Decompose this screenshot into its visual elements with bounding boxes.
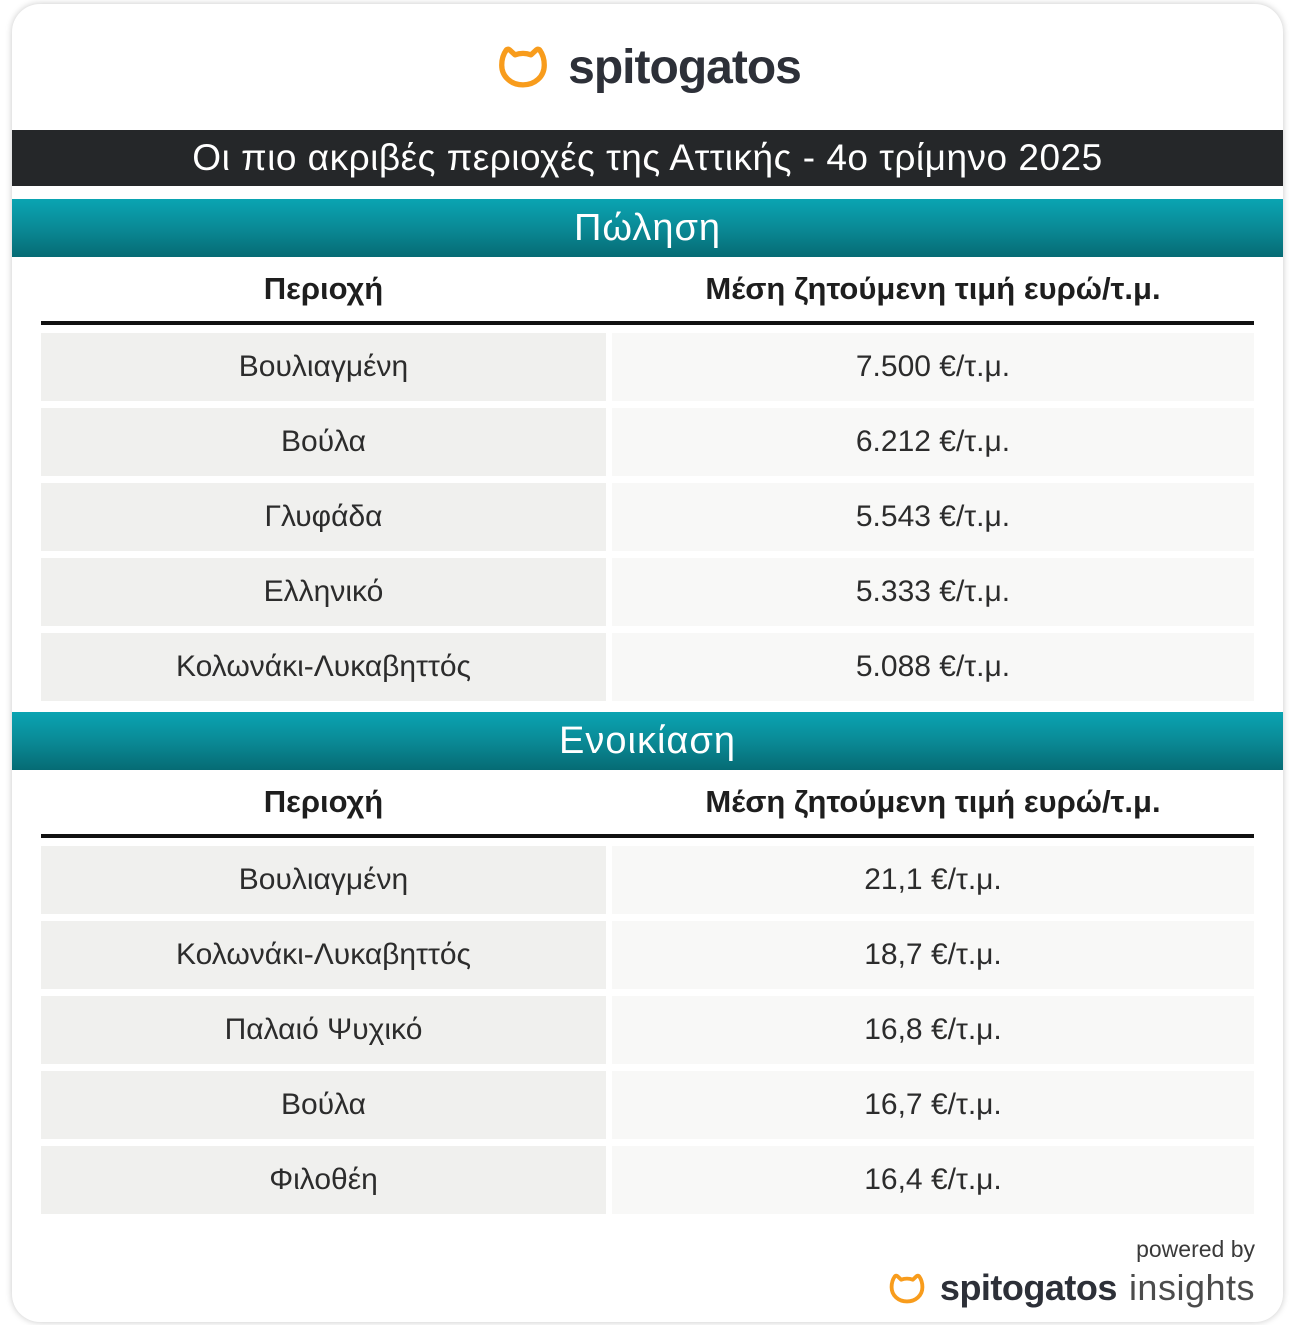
title-bar (12, 130, 1283, 186)
area-cell: Βουλιαγμένη (41, 333, 606, 401)
footer-brand-wordmark: spitogatos (939, 1267, 1117, 1308)
price-cell: 16,8 €/τ.μ. (612, 996, 1254, 1064)
column-header-area: Περιοχή (263, 271, 384, 306)
table-header-sale (12, 257, 1283, 321)
table-row (12, 633, 1283, 701)
price-cell: 16,4 €/τ.μ. (612, 1146, 1254, 1214)
spitogatos-cat-icon (494, 43, 552, 91)
area-cell: Φιλοθέη (41, 1146, 606, 1214)
footer-brand-row (12, 1267, 1255, 1309)
table-row (12, 921, 1283, 989)
section-bar-rent (12, 712, 1283, 770)
area-cell: Βουλιαγμένη (41, 846, 606, 914)
area-cell: Κολωνάκι-Λυκαβηττός (41, 921, 606, 989)
logo-wordmark: spitogatos (568, 40, 801, 94)
header-logo (12, 4, 1283, 130)
footer-product-label: insights (1128, 1267, 1255, 1308)
table-row (12, 1071, 1283, 1139)
price-cell: 6.212 €/τ.μ. (612, 408, 1254, 476)
table-row (12, 996, 1283, 1064)
area-cell: Βούλα (41, 408, 606, 476)
price-cell: 18,7 €/τ.μ. (612, 921, 1254, 989)
area-cell: Βούλα (41, 1071, 606, 1139)
table-row (12, 408, 1283, 476)
powered-by-label: powered by (1136, 1236, 1255, 1262)
footer (12, 1236, 1283, 1309)
section-label-rent: Ενοικίαση (559, 719, 736, 762)
infographic-card (12, 4, 1283, 1322)
table-row (12, 558, 1283, 626)
column-header-price: Μέση ζητούμενη τιμή ευρώ/τ.μ. (705, 784, 1161, 819)
table-header-rent (12, 770, 1283, 834)
price-cell: 5.088 €/τ.μ. (612, 633, 1254, 701)
table-row (12, 333, 1283, 401)
area-cell: Ελληνικό (41, 558, 606, 626)
spitogatos-cat-icon-small (886, 1271, 928, 1306)
price-cell: 5.333 €/τ.μ. (612, 558, 1254, 626)
area-cell: Παλαιό Ψυχικό (41, 996, 606, 1064)
page-title: Οι πιο ακριβές περιοχές της Αττικής - 4ο τρίμηνο 2025 (192, 137, 1103, 178)
area-cell: Κολωνάκι-Λυκαβηττός (41, 633, 606, 701)
column-header-area: Περιοχή (263, 784, 384, 819)
price-cell: 16,7 €/τ.μ. (612, 1071, 1254, 1139)
section-bar-sale (12, 199, 1283, 257)
price-cell: 7.500 €/τ.μ. (612, 333, 1254, 401)
table-row (12, 846, 1283, 914)
price-cell: 5.543 €/τ.μ. (612, 483, 1254, 551)
price-cell: 21,1 €/τ.μ. (612, 846, 1254, 914)
table-row (12, 1146, 1283, 1214)
header-divider (41, 321, 1254, 325)
header-divider (41, 834, 1254, 838)
table-row (12, 483, 1283, 551)
column-header-price: Μέση ζητούμενη τιμή ευρώ/τ.μ. (705, 271, 1161, 306)
area-cell: Γλυφάδα (41, 483, 606, 551)
section-label-sale: Πώληση (573, 206, 722, 249)
